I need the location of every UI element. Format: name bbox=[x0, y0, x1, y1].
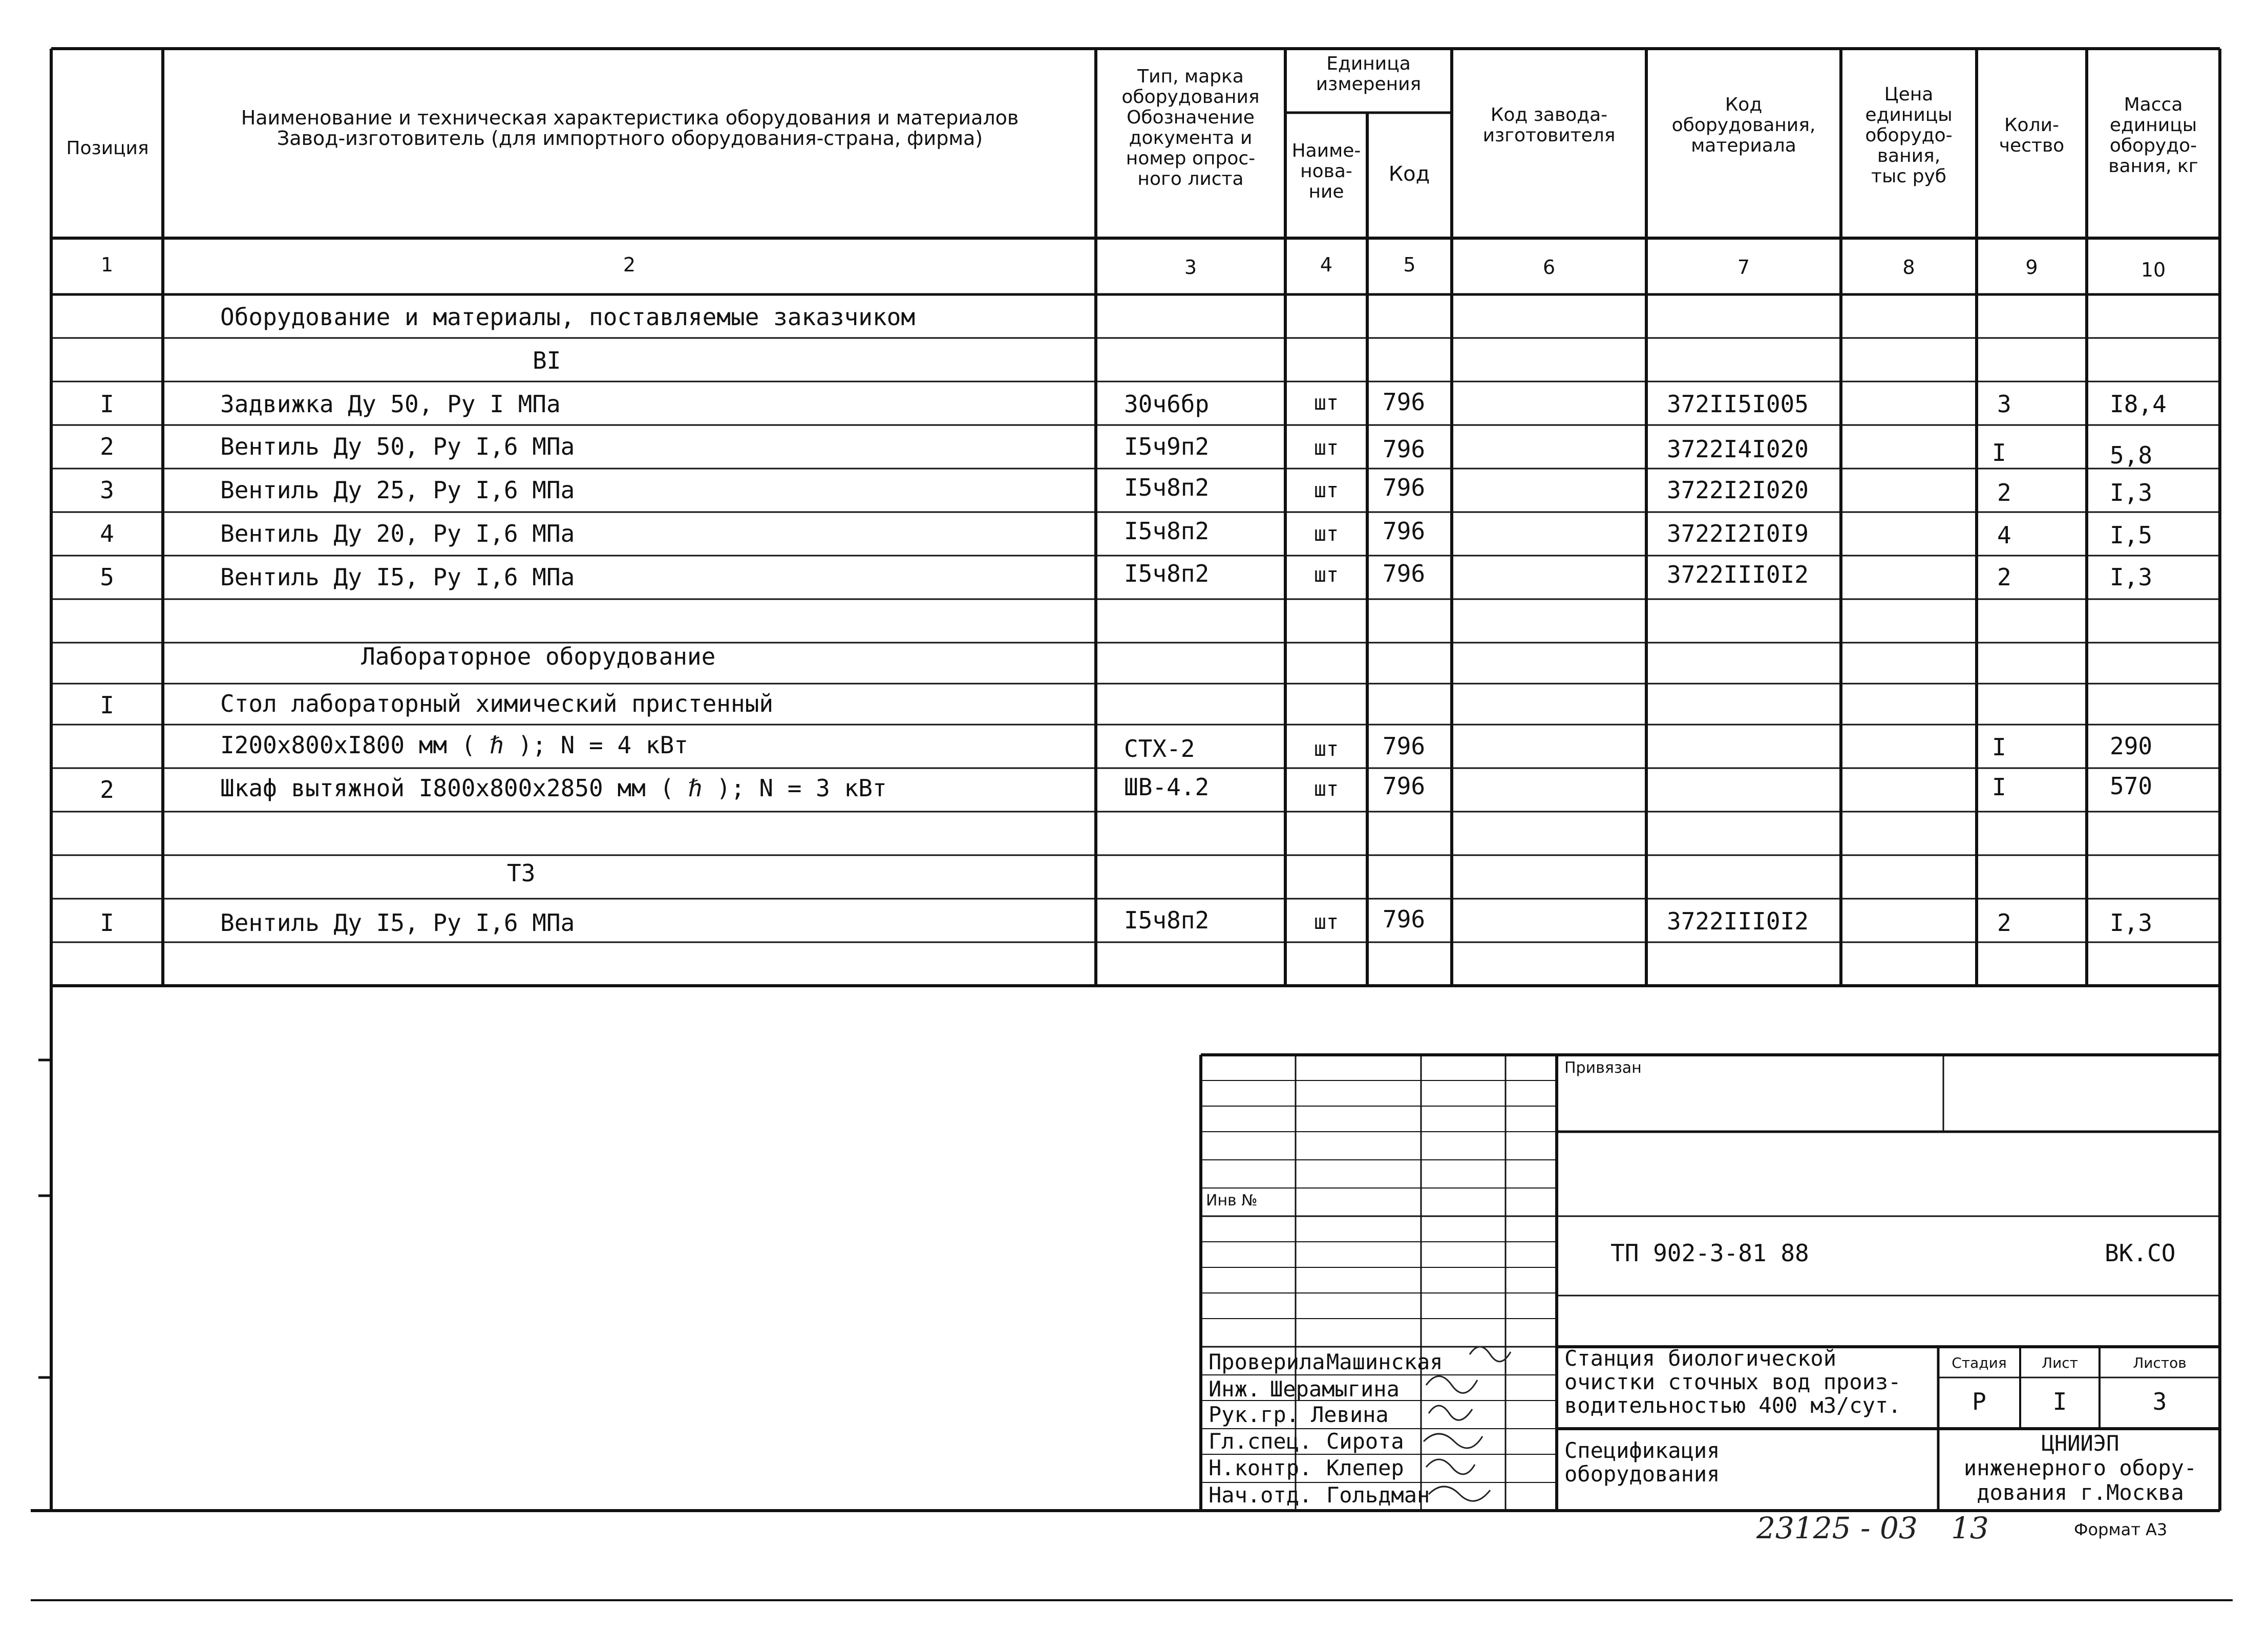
row-type: I5ч8п2 bbox=[1124, 517, 1210, 545]
row-code: 796 bbox=[1383, 732, 1426, 760]
row-name: Вентиль Ду I5, Ру I,6 МПа bbox=[220, 563, 575, 591]
sheet-code: ВК.СО bbox=[2105, 1239, 2176, 1267]
row-name: I200x800xI800 мм ( ℏ ); N = 4 кВт bbox=[220, 731, 688, 759]
row-pos: 5 bbox=[100, 563, 114, 591]
row-pos: I bbox=[100, 909, 114, 937]
signature-3 bbox=[1429, 1406, 1472, 1420]
row-unit: шт bbox=[1313, 479, 1339, 502]
row-equip-code: 3722I4I020 bbox=[1667, 435, 1809, 463]
row-mass: I,3 bbox=[2110, 909, 2153, 937]
row-type: 30ч6бр bbox=[1124, 390, 1210, 418]
row-code: 796 bbox=[1383, 772, 1426, 800]
privyazan-label: Привязан bbox=[1564, 1059, 1642, 1077]
header-name-line2: Завод-изготовитель (для импортного оборудования-страна, фирма) bbox=[277, 127, 983, 150]
row-type: I5ч8п2 bbox=[1124, 474, 1210, 501]
organization: ЦНИИЭП инженерного обору- дования г.Москва bbox=[1963, 1431, 2197, 1505]
person-role: Н.контр. bbox=[1209, 1455, 1312, 1480]
header-quantity: Коли- чество bbox=[1999, 115, 2065, 156]
colnum-1: 1 bbox=[100, 253, 114, 276]
row-pos: 3 bbox=[100, 476, 114, 504]
person-name: Машинская bbox=[1326, 1349, 1443, 1374]
header-unit-name: Наиме- нова- ние bbox=[1291, 140, 1361, 202]
row-code: 796 bbox=[1383, 435, 1426, 463]
row-name: Вентиль Ду 25, Ру I,6 МПа bbox=[220, 476, 575, 504]
row-equip-code: 3722I2I0I9 bbox=[1667, 520, 1809, 547]
colnum-8: 8 bbox=[1902, 256, 1915, 279]
person-role: Нач.отд. bbox=[1209, 1482, 1312, 1508]
row-code: 796 bbox=[1383, 560, 1426, 587]
row-mass: I,3 bbox=[2110, 479, 2153, 506]
header-equipment-code: Код оборудования, материала bbox=[1671, 94, 1816, 156]
header-name bbox=[169, 108, 1091, 149]
header-price: Цена единицы оборудо- вания, тыс руб bbox=[1865, 84, 1953, 187]
header-name-line1: Наименование и техническая характеристика оборудования и материалов bbox=[241, 107, 1019, 129]
row-qty: 3 bbox=[1997, 390, 2011, 418]
row-name: Шкаф вытяжной I800x800x2850 мм ( ℏ ); N = 3 кВт bbox=[220, 774, 887, 802]
row-unit: шт bbox=[1313, 777, 1339, 801]
row-equip-code: 3722III0I2 bbox=[1667, 561, 1809, 588]
row-equip-code: 372II5I005 bbox=[1667, 390, 1809, 418]
row-qty: I bbox=[1992, 773, 2006, 801]
signature-6 bbox=[1429, 1487, 1490, 1501]
colnum-7: 7 bbox=[1737, 256, 1750, 279]
colnum-9: 9 bbox=[2025, 256, 2038, 279]
row-code: 796 bbox=[1383, 474, 1426, 501]
person-name: Шерамыгина bbox=[1270, 1376, 1400, 1402]
project-title: Станция биологической очистки сточных вод произ- водительностью 400 м3/сут. bbox=[1564, 1346, 1901, 1418]
person-name: Левина bbox=[1311, 1402, 1389, 1427]
sheet-value: I bbox=[2052, 1388, 2067, 1415]
row-name: Оборудование и материалы, поставляемые заказчиком bbox=[220, 303, 916, 331]
row-unit: шт bbox=[1313, 563, 1339, 587]
row-type: ШВ-4.2 bbox=[1124, 773, 1210, 801]
doc-code: ТП 902-3-81 88 bbox=[1610, 1239, 1809, 1267]
person-role: Рук.гр. bbox=[1209, 1402, 1300, 1427]
row-pos: 2 bbox=[100, 433, 114, 460]
signature-1 bbox=[1470, 1347, 1511, 1362]
row-code: 796 bbox=[1383, 517, 1426, 545]
row-name: Стол лабораторный химический пристенный bbox=[220, 690, 774, 717]
inv-no-label: Инв № bbox=[1206, 1192, 1258, 1210]
row-code: 796 bbox=[1383, 388, 1426, 416]
row-unit: шт bbox=[1313, 391, 1339, 415]
row-type: I5ч8п2 bbox=[1124, 906, 1210, 934]
stage-label: Стадия bbox=[1952, 1354, 2007, 1371]
row-unit: шт bbox=[1313, 522, 1339, 546]
header-unit-code: Код bbox=[1388, 162, 1430, 186]
row-type: I5ч9п2 bbox=[1124, 433, 1210, 460]
colnum-6: 6 bbox=[1542, 256, 1556, 279]
header-mass: Масса единицы оборудо- вания, кг bbox=[2108, 94, 2198, 177]
row-mass: 5,8 bbox=[2110, 441, 2153, 469]
row-name: Т3 bbox=[507, 859, 536, 887]
row-qty: 4 bbox=[1997, 521, 2011, 549]
format-label: Формат А3 bbox=[2074, 1520, 2168, 1539]
signature-4 bbox=[1424, 1434, 1482, 1448]
page-number: 13 bbox=[1951, 1511, 1989, 1545]
row-name: Вентиль Ду I5, Ру I,6 МПа bbox=[220, 909, 575, 937]
signature-5 bbox=[1426, 1459, 1475, 1474]
colnum-2: 2 bbox=[623, 253, 636, 276]
row-unit: шт bbox=[1313, 436, 1339, 460]
row-name: BI bbox=[533, 347, 561, 374]
colnum-10: 10 bbox=[2140, 259, 2166, 281]
row-mass: I8,4 bbox=[2110, 390, 2167, 418]
colnum-4: 4 bbox=[1320, 253, 1333, 276]
signature-2 bbox=[1426, 1376, 1477, 1393]
row-qty: I bbox=[1992, 733, 2006, 761]
row-unit: шт bbox=[1313, 910, 1339, 934]
person-name: Клепер bbox=[1326, 1455, 1404, 1480]
stage-value: Р bbox=[1972, 1388, 1986, 1415]
header-factory-code: Код завода- изготовителя bbox=[1482, 104, 1616, 146]
person-name: Гольдман bbox=[1326, 1482, 1430, 1508]
row-name: Вентиль Ду 50, Ру I,6 МПа bbox=[220, 433, 575, 460]
row-mass: I,3 bbox=[2110, 563, 2153, 591]
row-equip-code: 3722III0I2 bbox=[1667, 907, 1809, 935]
person-role: Инж. bbox=[1209, 1376, 1261, 1402]
row-name: Лабораторное оборудование bbox=[361, 643, 716, 670]
header-unit-group: Единица измерения bbox=[1316, 53, 1422, 95]
colnum-3: 3 bbox=[1184, 256, 1197, 279]
sheets-label: Листов bbox=[2133, 1354, 2187, 1371]
header-type: Тип, марка оборудования Обозначение документа и номер опрос- ного листа bbox=[1121, 66, 1260, 189]
row-code: 796 bbox=[1383, 905, 1426, 933]
row-unit: шт bbox=[1313, 737, 1339, 761]
person-role: Гл.спец. bbox=[1209, 1429, 1312, 1454]
sheet-label: Лист bbox=[2042, 1354, 2078, 1371]
row-qty: 2 bbox=[1997, 909, 2011, 937]
row-qty: 2 bbox=[1997, 563, 2011, 591]
archive-number: 23125 - 03 bbox=[1756, 1511, 1918, 1545]
row-pos: 2 bbox=[100, 776, 114, 803]
header-position: Позиция bbox=[66, 138, 149, 159]
person-role: Проверила bbox=[1209, 1349, 1325, 1374]
row-name: Вентиль Ду 20, Ру I,6 МПа bbox=[220, 520, 575, 547]
person-name: Сирота bbox=[1326, 1429, 1404, 1454]
document-title: Спецификация оборудования bbox=[1564, 1438, 1720, 1487]
row-name: Задвижка Ду 50, Ру I МПа bbox=[220, 390, 561, 418]
colnum-5: 5 bbox=[1403, 253, 1416, 276]
row-mass: 290 bbox=[2110, 732, 2153, 760]
sheets-value: 3 bbox=[2152, 1388, 2167, 1415]
row-equip-code: 3722I2I020 bbox=[1667, 476, 1809, 504]
row-type: СТХ-2 bbox=[1124, 735, 1195, 762]
row-pos: I bbox=[100, 390, 114, 418]
row-pos: 4 bbox=[100, 520, 114, 547]
row-qty: I bbox=[1992, 439, 2006, 466]
row-mass: I,5 bbox=[2110, 521, 2153, 549]
row-pos: I bbox=[100, 691, 114, 719]
row-type: I5ч8п2 bbox=[1124, 560, 1210, 587]
row-mass: 570 bbox=[2110, 772, 2153, 800]
row-qty: 2 bbox=[1997, 479, 2011, 506]
